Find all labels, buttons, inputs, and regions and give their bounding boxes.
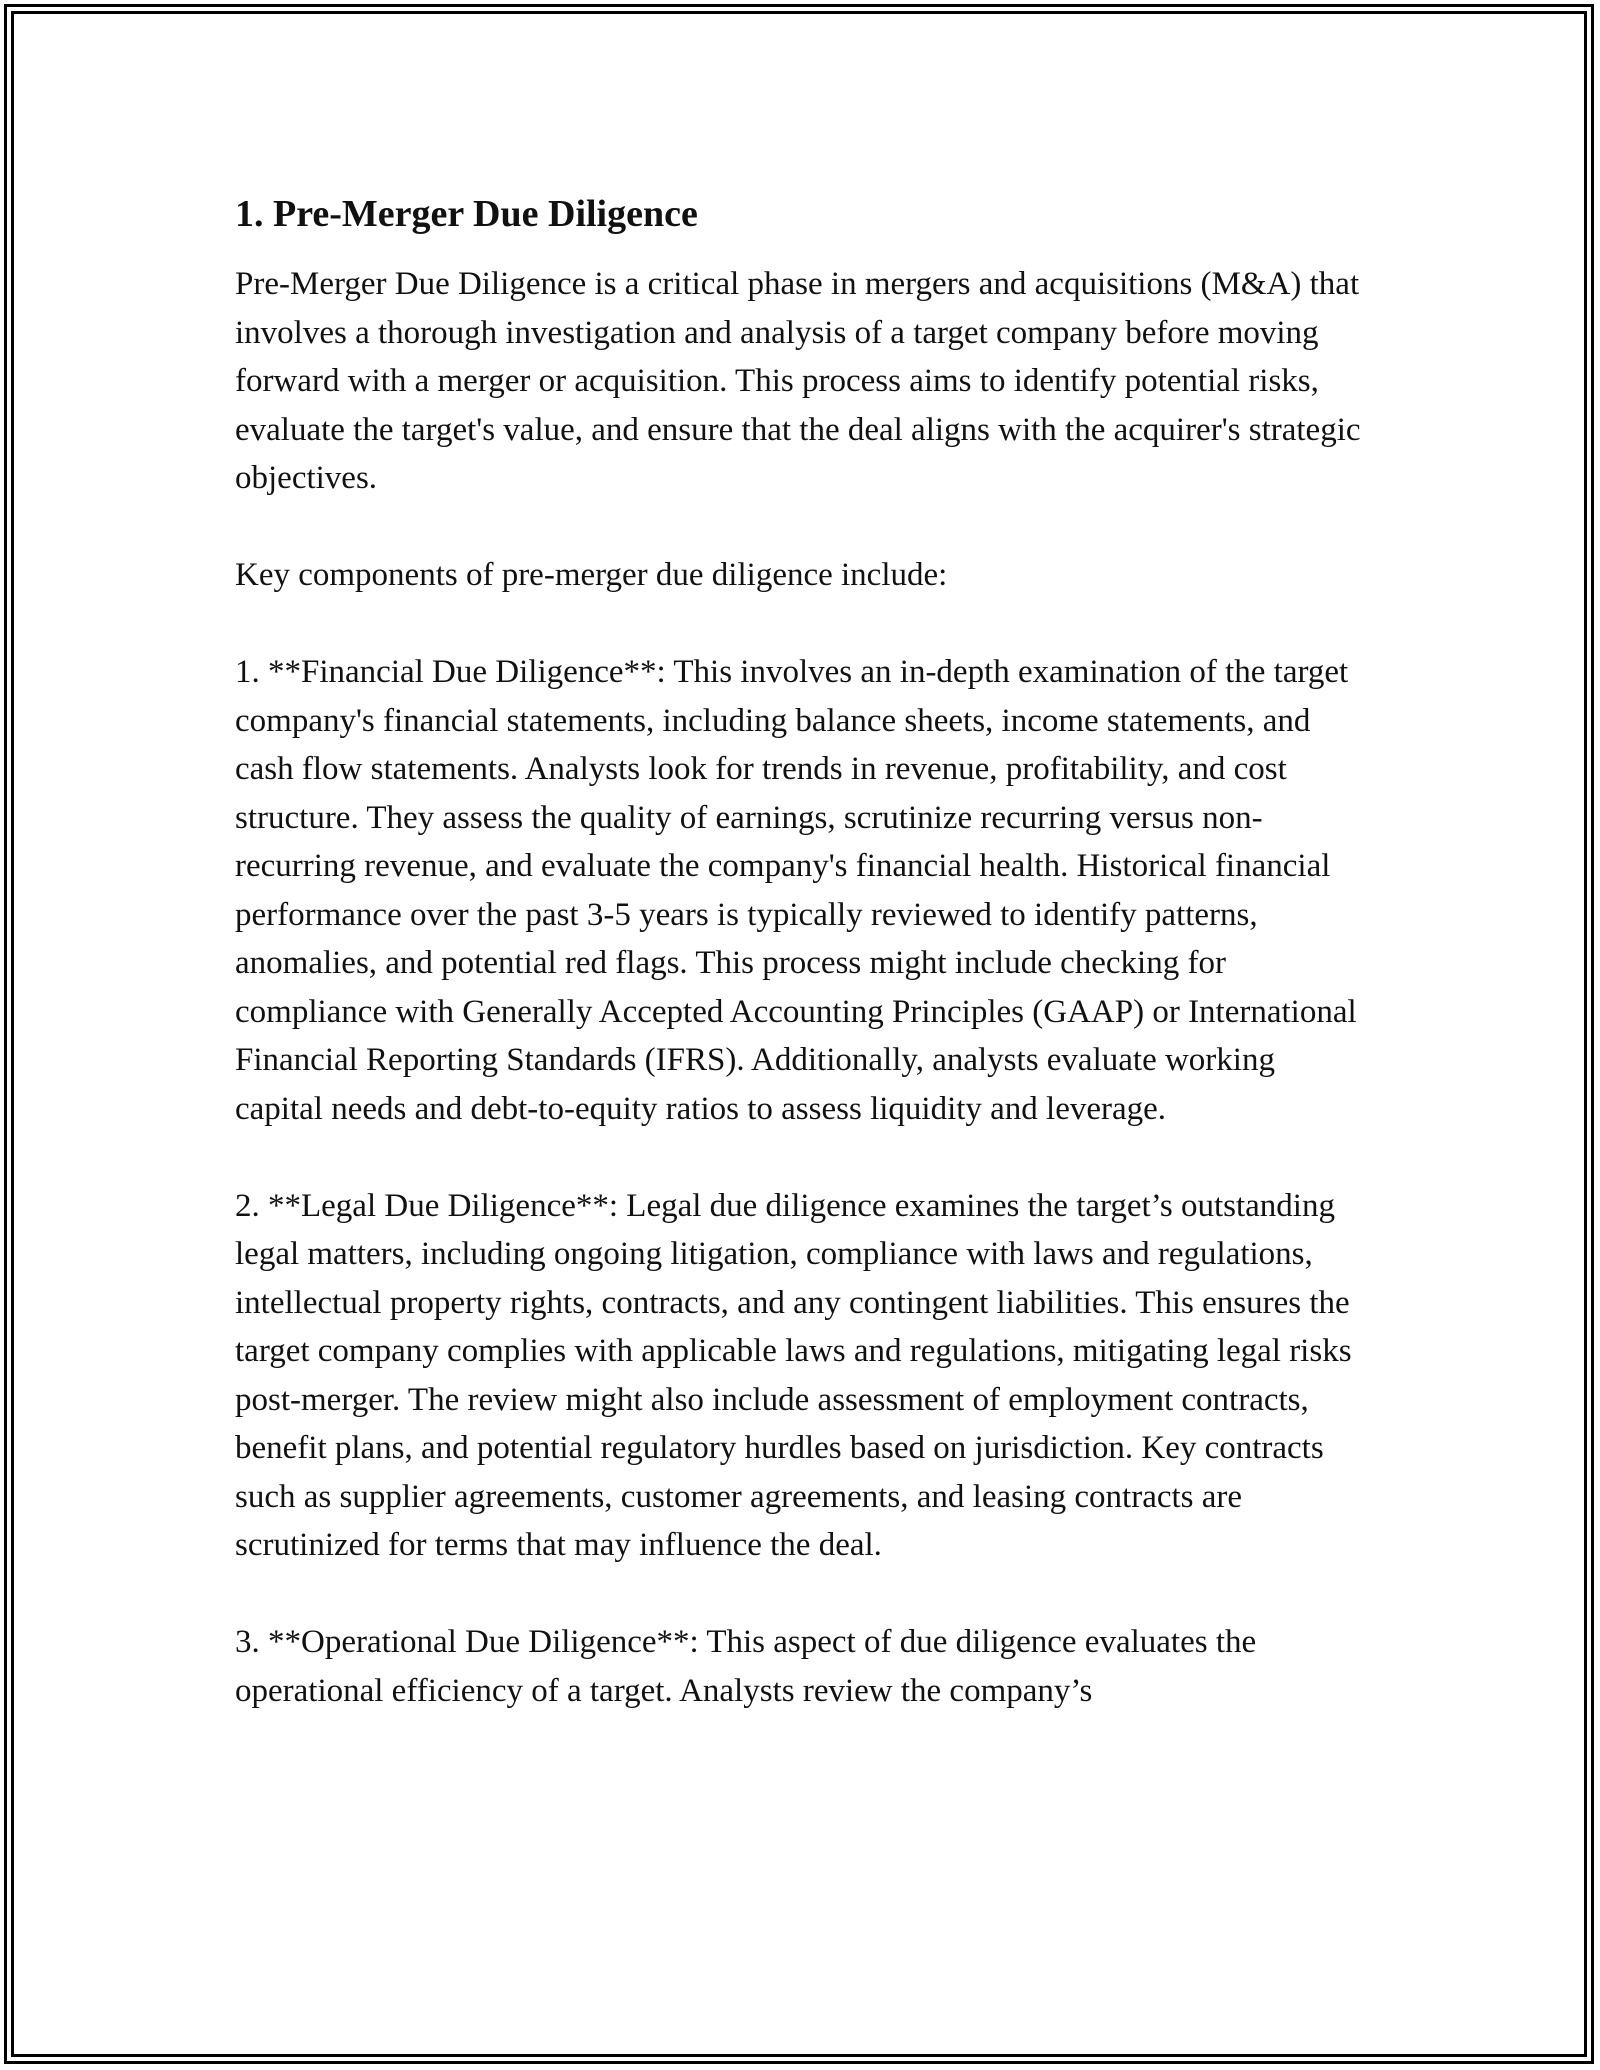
financial-due-diligence-paragraph: 1. **Financial Due Diligence**: This involves an in-depth examination of the target company's financial statements, including balance sheets, income statements, and cash flow statements. Analysts look for trends in revenue, profitability, and cost structure. They assess the quality of earnings, scrutinize recurring versus non-recurring revenue, and evaluate the company's financial health. Historical financial performance over the past 3-5 years is typically reviewed to identify patterns, anomalies, and potential red flags. This process might include checking for compliance with Generally Accepted Accounting Principles (GAAP) or International Financial Reporting Standards (IFRS). Additionally, analysts evaluate working capital needs and debt-to-equity ratios to assess liquidity and leverage. <box>235 654 1357 1127</box>
page-title: 1. Pre-Merger Due Diligence <box>235 193 698 235</box>
operational-due-diligence-paragraph: 3. **Operational Due Diligence**: This aspect of due diligence evaluates the operational efficiency of a target. Analysts review the company’s <box>235 1624 1257 1709</box>
legal-due-diligence-paragraph: 2. **Legal Due Diligence**: Legal due diligence examines the target’s outstanding legal matters, including ongoing litigation, compliance with laws and regulations, intellectual property rights, contracts, and any contingent liabilities. This ensures the target company complies with applicable laws and regulations, mitigating legal risks post-merger. The review might also include assessment of employment contracts, benefit plans, and potential regulatory hurdles based on jurisdiction. Key contracts such as supplier agreements, customer agreements, and leasing contracts are scrutinized for terms that may influence the deal. <box>235 1187 1352 1563</box>
document-body <box>235 188 1365 1764</box>
intro-paragraph: Pre-Merger Due Diligence is a critical phase in mergers and acquisitions (M&A) that involves a thorough investigation and analysis of a target company before moving forward with a merger or acquisition. This process aims to identify potential risks, evaluate the target's value, and ensure that the deal aligns with the acquirer's strategic objectives. <box>235 266 1361 496</box>
components-intro-paragraph: Key components of pre-merger due diligence include: <box>235 557 948 593</box>
